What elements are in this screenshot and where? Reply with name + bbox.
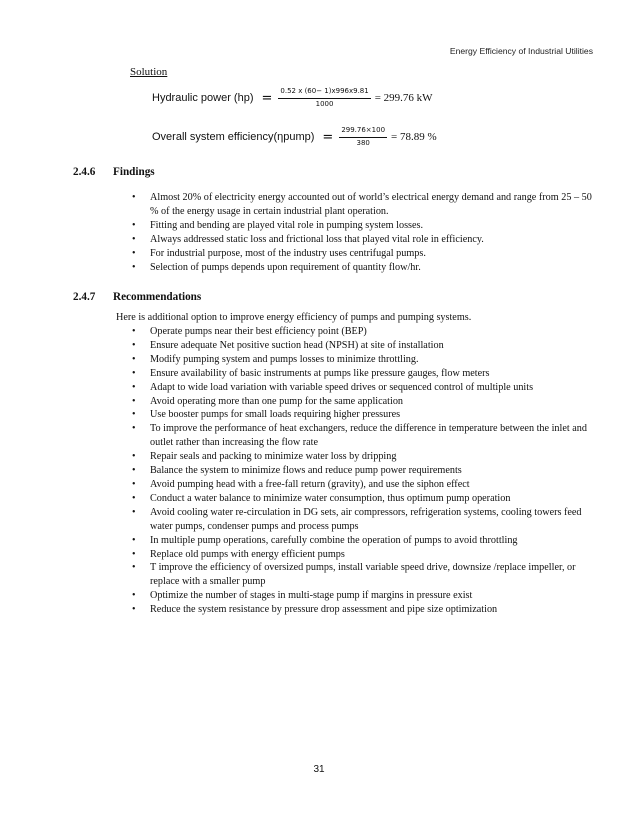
list-item — [132, 534, 597, 548]
list-item-text: In multiple pump operations, carefully combine the operation of pumps to avoid throttling — [150, 534, 518, 546]
bullet-icon: • — [132, 395, 136, 407]
bullet-icon: • — [132, 465, 136, 477]
list-item — [132, 589, 597, 603]
bullet-icon: • — [132, 367, 136, 379]
running-header: Energy Efficiency of Industrial Utilities — [449, 46, 593, 56]
list-item — [132, 353, 597, 367]
list-item — [132, 233, 597, 247]
list-item-text: Avoid operating more than one pump for the same application — [150, 395, 404, 407]
bullet-icon: • — [132, 534, 136, 546]
bullet-icon: • — [132, 590, 136, 602]
list-item-text: To improve the performance of heat exchangers, reduce the difference in temperature between the inlet and outlet rather than increasing the flow rate — [150, 423, 587, 449]
bullet-icon: • — [132, 192, 136, 203]
section-number: 2.4.7 — [73, 291, 96, 303]
list-item-text: Ensure adequate Net positive suction head (NPSH) at site of installation — [150, 339, 444, 351]
equals-sign: = — [322, 129, 334, 145]
solution-label: Solution — [130, 66, 168, 78]
list-item — [132, 339, 597, 353]
fraction-numerator: 299.76×100 — [339, 127, 387, 138]
system-efficiency-fraction — [339, 127, 387, 147]
section-title: Recommendations — [113, 291, 202, 303]
list-item-text: Ensure availability of basic instruments at pumps like pressure gauges, flow meters — [150, 367, 490, 379]
list-item — [132, 506, 597, 534]
list-item-text: Conduct a water balance to minimize water consumption, thus optimum pump operation — [150, 492, 511, 504]
section-title: Findings — [113, 166, 155, 178]
fraction-denominator: 380 — [356, 138, 370, 147]
bullet-icon: • — [132, 548, 136, 560]
list-item-text: Avoid cooling water re-circulation in DG sets, air compressors, refrigeration systems, cooling towers feed water pumps, condenser pumps and process pumps — [150, 506, 582, 532]
list-item — [132, 422, 597, 450]
list-item-text: Almost 20% of electricity energy accounted out of world’s electrical energy demand and range from 25 – 50 % of the energy usage in certain industrial plant operation. — [150, 192, 592, 217]
list-item-text: Adapt to wide load variation with variable speed drives or sequenced control of multiple units — [150, 381, 534, 393]
bullet-icon: • — [132, 233, 136, 245]
list-item — [132, 548, 597, 562]
fraction-numerator: 0.52 x (60− 1)x996x9.81 — [278, 88, 370, 99]
list-item — [132, 395, 597, 409]
bullet-icon: • — [132, 562, 136, 574]
list-item-text: Use booster pumps for small loads requiring higher pressures — [150, 409, 401, 421]
system-efficiency-result: = 78.89 % — [391, 131, 437, 144]
list-item — [132, 408, 597, 422]
recommendations-heading — [73, 291, 201, 303]
bullet-icon: • — [132, 478, 136, 490]
hydraulic-power-fraction — [278, 88, 370, 108]
findings-heading — [73, 166, 155, 178]
hydraulic-power-label: Hydraulic power (hp) — [152, 92, 254, 105]
bullet-icon: • — [132, 353, 136, 365]
bullet-icon: • — [132, 423, 136, 435]
fraction-denominator: 1000 — [315, 99, 334, 108]
list-item-text: Replace old pumps with energy efficient pumps — [150, 548, 345, 560]
list-item-text: Fitting and bending are played vital role in pumping system losses. — [150, 219, 424, 231]
list-item-text: Operate pumps near their best efficiency point (BEP) — [150, 326, 367, 337]
hydraulic-power-result: = 299.76 kW — [374, 92, 433, 105]
hydraulic-power-formula — [152, 88, 433, 108]
list-item — [132, 450, 597, 464]
list-item — [132, 261, 597, 275]
list-item-text: Repair seals and packing to minimize water loss by dripping — [150, 451, 397, 463]
list-item — [132, 478, 597, 492]
findings-list — [132, 191, 597, 274]
section-number: 2.4.6 — [73, 166, 96, 178]
bullet-icon: • — [132, 339, 136, 351]
list-item — [132, 381, 597, 395]
list-item-text: Always addressed static loss and frictional loss that played vital role in efficiency. — [150, 233, 484, 245]
list-item — [132, 367, 597, 381]
list-item — [132, 492, 597, 506]
list-item — [132, 219, 597, 233]
page-number: 31 — [313, 764, 325, 775]
system-efficiency-label: Overall system efficiency(ηpump) — [152, 131, 315, 144]
list-item-text: Balance the system to minimize flows and reduce pump power requirements — [150, 465, 462, 477]
bullet-icon: • — [132, 326, 136, 337]
bullet-icon: • — [132, 381, 136, 393]
bullet-icon: • — [132, 261, 136, 273]
list-item-text: For industrial purpose, most of the industry uses centrifugal pumps. — [150, 247, 426, 259]
list-item — [132, 561, 597, 589]
bullet-icon: • — [132, 492, 136, 504]
bullet-icon: • — [132, 451, 136, 463]
list-item-text: Selection of pumps depends upon requirement of quantity flow/hr. — [150, 261, 421, 273]
equals-sign: = — [261, 90, 273, 106]
list-item-text: Modify pumping system and pumps losses to minimize throttling. — [150, 353, 419, 365]
bullet-icon: • — [132, 409, 136, 421]
list-item-text: Reduce the system resistance by pressure drop assessment and pipe size optimization — [150, 604, 498, 616]
list-item-text: T improve the efficiency of oversized pumps, install variable speed drive, downsize /replace impeller, or replace with a smaller pump — [150, 562, 576, 588]
list-item — [132, 464, 597, 478]
bullet-icon: • — [132, 604, 136, 616]
list-item — [132, 247, 597, 261]
list-item — [132, 603, 597, 617]
bullet-icon: • — [132, 247, 136, 259]
system-efficiency-formula — [152, 127, 437, 147]
bullet-icon: • — [132, 506, 136, 518]
bullet-icon: • — [132, 219, 136, 231]
list-item — [132, 191, 597, 219]
recommendations-intro: Here is additional option to improve energy efficiency of pumps and pumping systems. — [116, 312, 472, 323]
list-item-text: Optimize the number of stages in multi-stage pump if margins in pressure exist — [150, 590, 473, 602]
list-item — [132, 325, 597, 339]
list-item-text: Avoid pumping head with a free-fall return (gravity), and use the siphon effect — [150, 478, 470, 490]
recommendations-list — [132, 325, 597, 617]
